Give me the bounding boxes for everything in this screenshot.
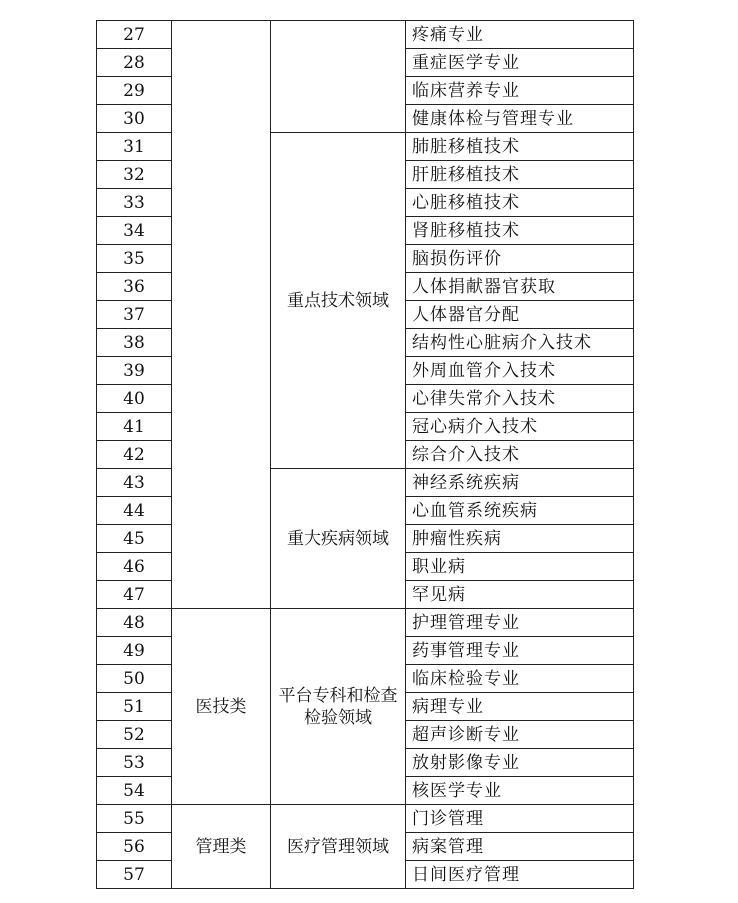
item-name: 人体捐献器官获取 [406, 273, 634, 301]
item-name: 健康体检与管理专业 [406, 105, 634, 133]
item-name: 病理专业 [406, 693, 634, 721]
item-name: 肝脏移植技术 [406, 161, 634, 189]
field-cell-major-disease: 重大疾病领域 [271, 469, 406, 609]
table-row [97, 21, 634, 49]
row-number: 44 [97, 497, 172, 525]
row-number: 51 [97, 693, 172, 721]
row-number: 56 [97, 833, 172, 861]
row-number: 46 [97, 553, 172, 581]
table-row [97, 805, 634, 833]
row-number: 34 [97, 217, 172, 245]
item-name: 肾脏移植技术 [406, 217, 634, 245]
item-name: 心律失常介入技术 [406, 385, 634, 413]
row-number: 53 [97, 749, 172, 777]
item-name: 冠心病介入技术 [406, 413, 634, 441]
row-number: 52 [97, 721, 172, 749]
row-number: 39 [97, 357, 172, 385]
item-name: 药事管理专业 [406, 637, 634, 665]
row-number: 42 [97, 441, 172, 469]
item-name: 罕见病 [406, 581, 634, 609]
item-name: 超声诊断专业 [406, 721, 634, 749]
item-name: 心脏移植技术 [406, 189, 634, 217]
item-name: 临床检验专业 [406, 665, 634, 693]
row-number: 48 [97, 609, 172, 637]
row-number: 37 [97, 301, 172, 329]
row-number: 35 [97, 245, 172, 273]
item-name: 日间医疗管理 [406, 861, 634, 889]
item-name: 心血管系统疾病 [406, 497, 634, 525]
row-number: 57 [97, 861, 172, 889]
row-number: 47 [97, 581, 172, 609]
item-name: 门诊管理 [406, 805, 634, 833]
item-name: 综合介入技术 [406, 441, 634, 469]
item-name: 护理管理专业 [406, 609, 634, 637]
field-cell-key-technology: 重点技术领域 [271, 133, 406, 469]
item-name: 职业病 [406, 553, 634, 581]
row-number: 43 [97, 469, 172, 497]
row-number: 45 [97, 525, 172, 553]
row-number: 33 [97, 189, 172, 217]
row-number: 38 [97, 329, 172, 357]
item-name: 肿瘤性疾病 [406, 525, 634, 553]
row-number: 54 [97, 777, 172, 805]
specialty-table [96, 20, 634, 889]
row-number: 32 [97, 161, 172, 189]
item-name: 脑损伤评价 [406, 245, 634, 273]
row-number: 31 [97, 133, 172, 161]
item-name: 核医学专业 [406, 777, 634, 805]
item-name: 神经系统疾病 [406, 469, 634, 497]
item-name: 结构性心脏病介入技术 [406, 329, 634, 357]
category-cell-management: 管理类 [172, 805, 271, 889]
item-name: 重症医学专业 [406, 49, 634, 77]
row-number: 30 [97, 105, 172, 133]
row-number: 36 [97, 273, 172, 301]
category-cell-medtech: 医技类 [172, 609, 271, 805]
field-cell-platform-exam: 平台专科和检查检验领域 [271, 609, 406, 805]
item-name: 外周血管介入技术 [406, 357, 634, 385]
row-number: 29 [97, 77, 172, 105]
item-name: 临床营养专业 [406, 77, 634, 105]
table-row [97, 609, 634, 637]
item-name: 人体器官分配 [406, 301, 634, 329]
category-cell-clinical [172, 21, 271, 609]
row-number: 28 [97, 49, 172, 77]
row-number: 55 [97, 805, 172, 833]
field-cell-clinical-specialty [271, 21, 406, 133]
item-name: 疼痛专业 [406, 21, 634, 49]
row-number: 50 [97, 665, 172, 693]
row-number: 27 [97, 21, 172, 49]
item-name: 病案管理 [406, 833, 634, 861]
field-cell-medical-management: 医疗管理领域 [271, 805, 406, 889]
row-number: 49 [97, 637, 172, 665]
item-name: 放射影像专业 [406, 749, 634, 777]
item-name: 肺脏移植技术 [406, 133, 634, 161]
row-number: 41 [97, 413, 172, 441]
row-number: 40 [97, 385, 172, 413]
